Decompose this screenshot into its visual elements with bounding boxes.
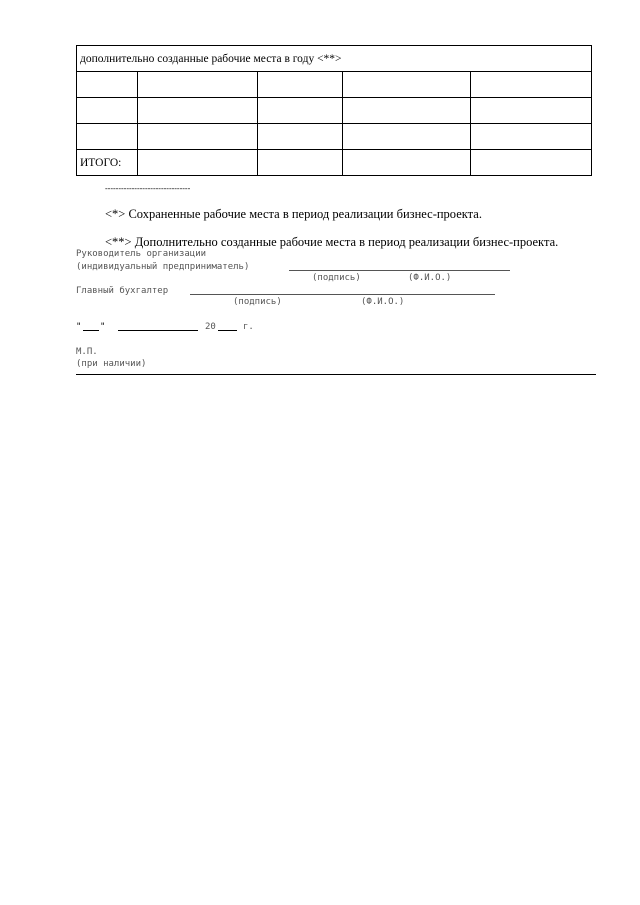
date-year-line (218, 330, 237, 331)
table-cell (343, 150, 471, 176)
table-header-cell: дополнительно созданные рабочие места в году <**> (77, 46, 592, 72)
table-cell (258, 98, 343, 124)
head-title-line1: Руководитель организации (76, 249, 207, 259)
table-header-row (77, 46, 592, 72)
table-cell (471, 72, 592, 98)
accountant-label: Главный бухгалтер (76, 286, 169, 296)
head-title-line2: (индивидуальный предприниматель) (76, 262, 250, 272)
head-name-hint: (Ф.И.О.) (408, 273, 452, 283)
date-close-quote: " (100, 322, 106, 332)
table-cell (77, 98, 138, 124)
table-row (77, 124, 592, 150)
stamp-note: (при наличии) (76, 359, 147, 369)
table-cell (77, 124, 138, 150)
table-cell (471, 124, 592, 150)
date-day-line (83, 330, 99, 331)
table-cell (343, 124, 471, 150)
footnote-2: <**> Дополнительно созданные рабочие места в период реализации бизнес-проекта. (105, 235, 559, 249)
date-year-suffix: г. (243, 322, 254, 332)
footnote-separator: -------------------------------- (105, 184, 191, 193)
table-total-row (77, 150, 592, 176)
accountant-signature-line (190, 294, 495, 295)
table-row (77, 98, 592, 124)
jobs-table (76, 45, 592, 176)
table-cell (138, 124, 258, 150)
stamp-label: М.П. (76, 347, 98, 357)
table-cell (77, 72, 138, 98)
table-cell (258, 72, 343, 98)
table-cell (258, 124, 343, 150)
table-cell (138, 98, 258, 124)
head-signature-hint: (подпись) (312, 273, 361, 283)
table-cell (471, 98, 592, 124)
total-label-cell: ИТОГО: (77, 150, 138, 176)
footnote-1: <*> Сохраненные рабочие места в период реализации бизнес-проекта. (105, 207, 482, 221)
accountant-name-hint: (Ф.И.О.) (361, 297, 405, 307)
date-year-prefix: 20 (205, 322, 216, 332)
table-cell (138, 150, 258, 176)
table-cell (343, 72, 471, 98)
table-cell (258, 150, 343, 176)
date-open-quote: " (76, 322, 82, 332)
table-row (77, 72, 592, 98)
table-cell (343, 98, 471, 124)
accountant-signature-hint: (подпись) (233, 297, 282, 307)
bottom-divider (76, 374, 596, 375)
head-signature-line (289, 270, 510, 271)
table-cell (138, 72, 258, 98)
date-month-line (118, 330, 198, 331)
table-cell (471, 150, 592, 176)
